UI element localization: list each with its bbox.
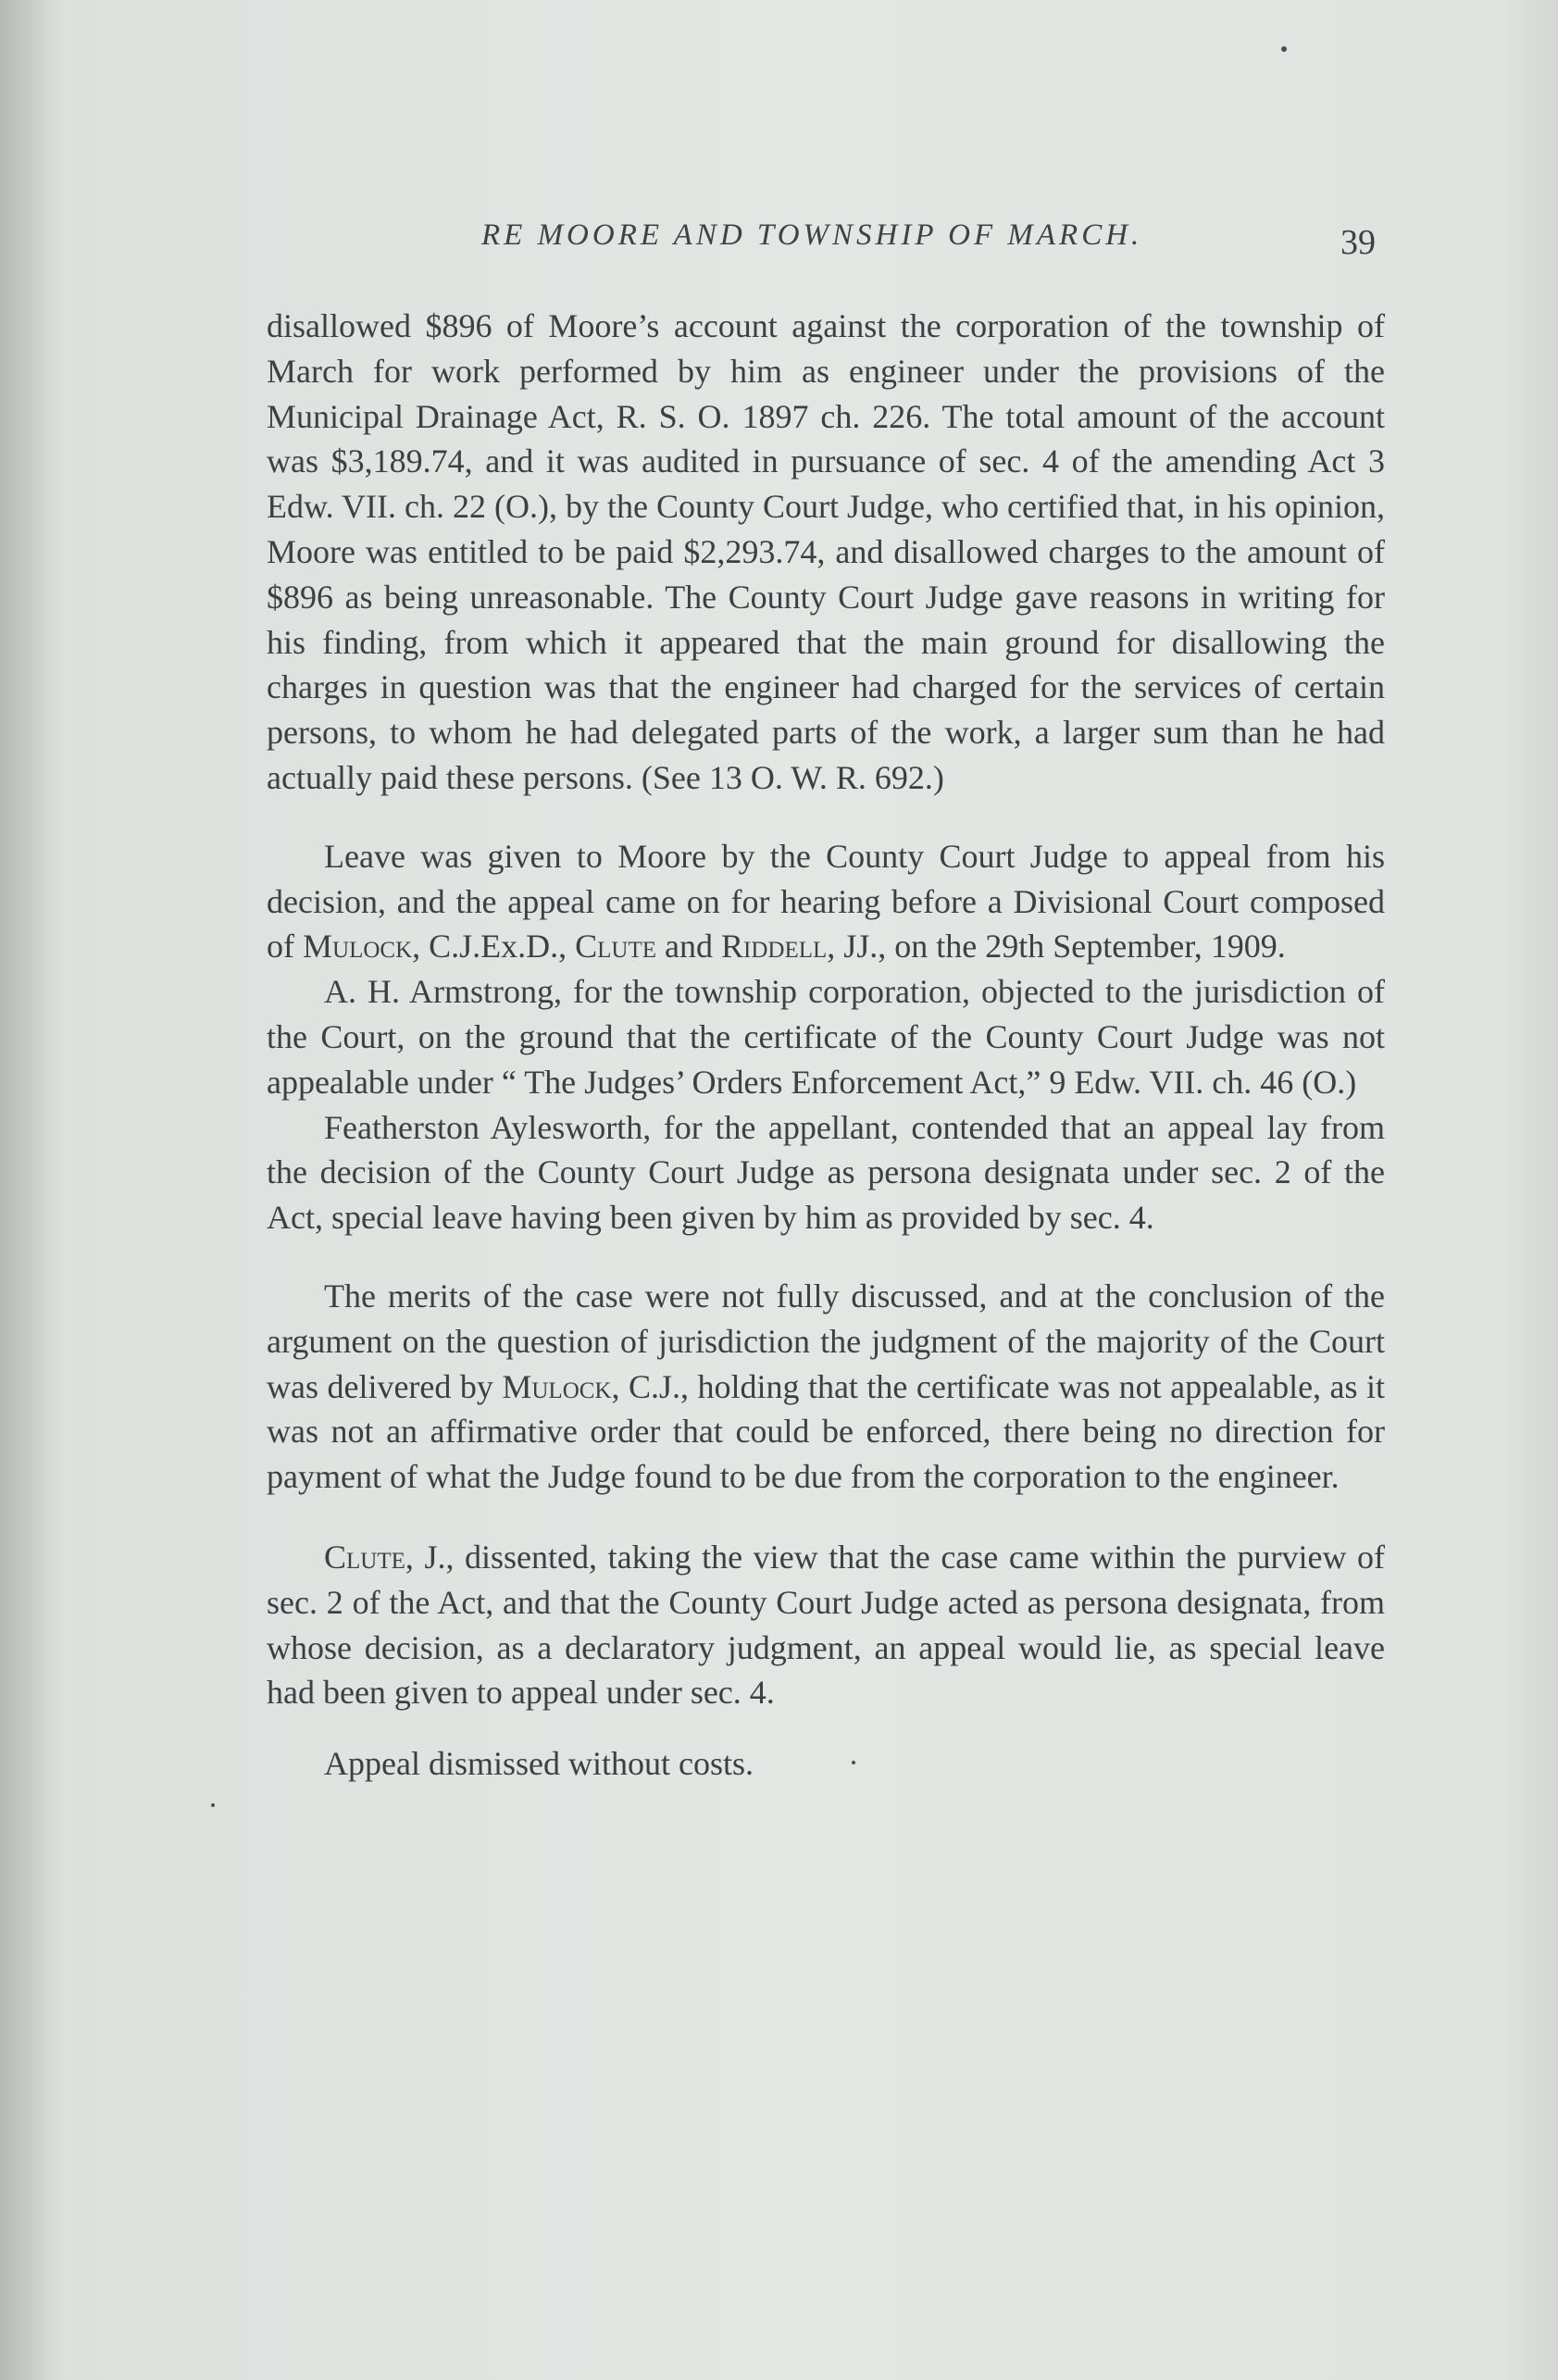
text-run: , JJ., on the 29th September, 1909. [827,928,1286,966]
text-run: , J., dissented, taking the view that the case came within the purview of sec. 2 of the Act, and that the County Court Judge acted as persona designata, from whose decision, as a declaratory judgment, an appeal would lie, as special leave had been given to appeal under sec. 4. [267,1538,1385,1712]
judge-name: Mulock [502,1367,612,1405]
text-run: and [656,928,722,966]
paragraph [267,969,1385,1104]
judge-name: Mulock [303,928,413,966]
text-run: , C.J., holding that the certificate was not appealable, as it was not an affirmative order that could be enforced, there being no direction for payment of what the Judge found to be due from the corporation to the engineer. [267,1367,1385,1496]
paper-speck [211,1803,215,1807]
running-title: RE MOORE AND TOWNSHIP OF MARCH. [481,218,1143,252]
paper-speck [852,1761,855,1764]
judge-name: Riddell [721,928,828,966]
text-run: Featherston Aylesworth, for the appellant, contended that an appeal lay from the decision of the County Court Judge as persona designata under sec. 2 of the Act, special leave having been given by him as provided by sec. 4. [267,1108,1385,1237]
paragraph [267,304,1385,801]
paragraph [267,1741,1385,1787]
text-run: The merits of the case were not fully discussed, and at the conclusion of the argument on the question of jurisdiction the judgment of the majority of the Court was delivered by [267,1277,1385,1405]
paragraph [267,1274,1385,1500]
judge-name: Clute [575,928,657,966]
judge-name: Clute [324,1538,405,1576]
text-run: Leave was given to Moore by the County Court Judge to appeal from his decision, and the appeal came on for hearing before a Divisional Court composed of [267,837,1385,966]
text-run: Appeal dismissed without costs. [324,1745,754,1783]
text-run: disallowed $896 of Moore’s account against the corporation of the township of March for work performed by him as engineer under the provisions of the Municipal Drainage Act, R. S. O. 1897 ch. 226. The total amount of the account was $3,189.74, and it was audited in pursuance of sec. 4 of the amending Act 3 Edw. VII. ch. 22 (O.), by the County Court Judge, who certified that, in his opinion, Moore was entitled to be paid $2,293.74, and disallowed charges to the amount of $896 as being unreasonable. The County Court Judge gave reasons in writing for his finding, from which it appeared that the main ground for disallowing the charges in question was that the engineer had charged for the services of certain persons, to whom he had delegated parts of the work, a larger sum than he had actually paid these persons. (See 13 O. W. R. 692.) [267,307,1385,796]
paper-speck [1281,46,1287,52]
binding-shadow [0,0,65,2380]
page-number: 39 [1340,223,1376,262]
paragraph [267,834,1385,969]
body-text [267,304,1385,1787]
paragraph [267,1535,1385,1715]
text-run: , C.J.Ex.D., [412,928,576,966]
paragraph [267,1105,1385,1240]
text-run: A. H. Armstrong, for the township corporation, objected to the jurisdiction of the Court, on the ground that the certificate of the County Court Judge was not appealable under “ The Judges’ Orders Enforcement Act,” 9 Edw. VII. ch. 46 (O.) [267,973,1385,1101]
